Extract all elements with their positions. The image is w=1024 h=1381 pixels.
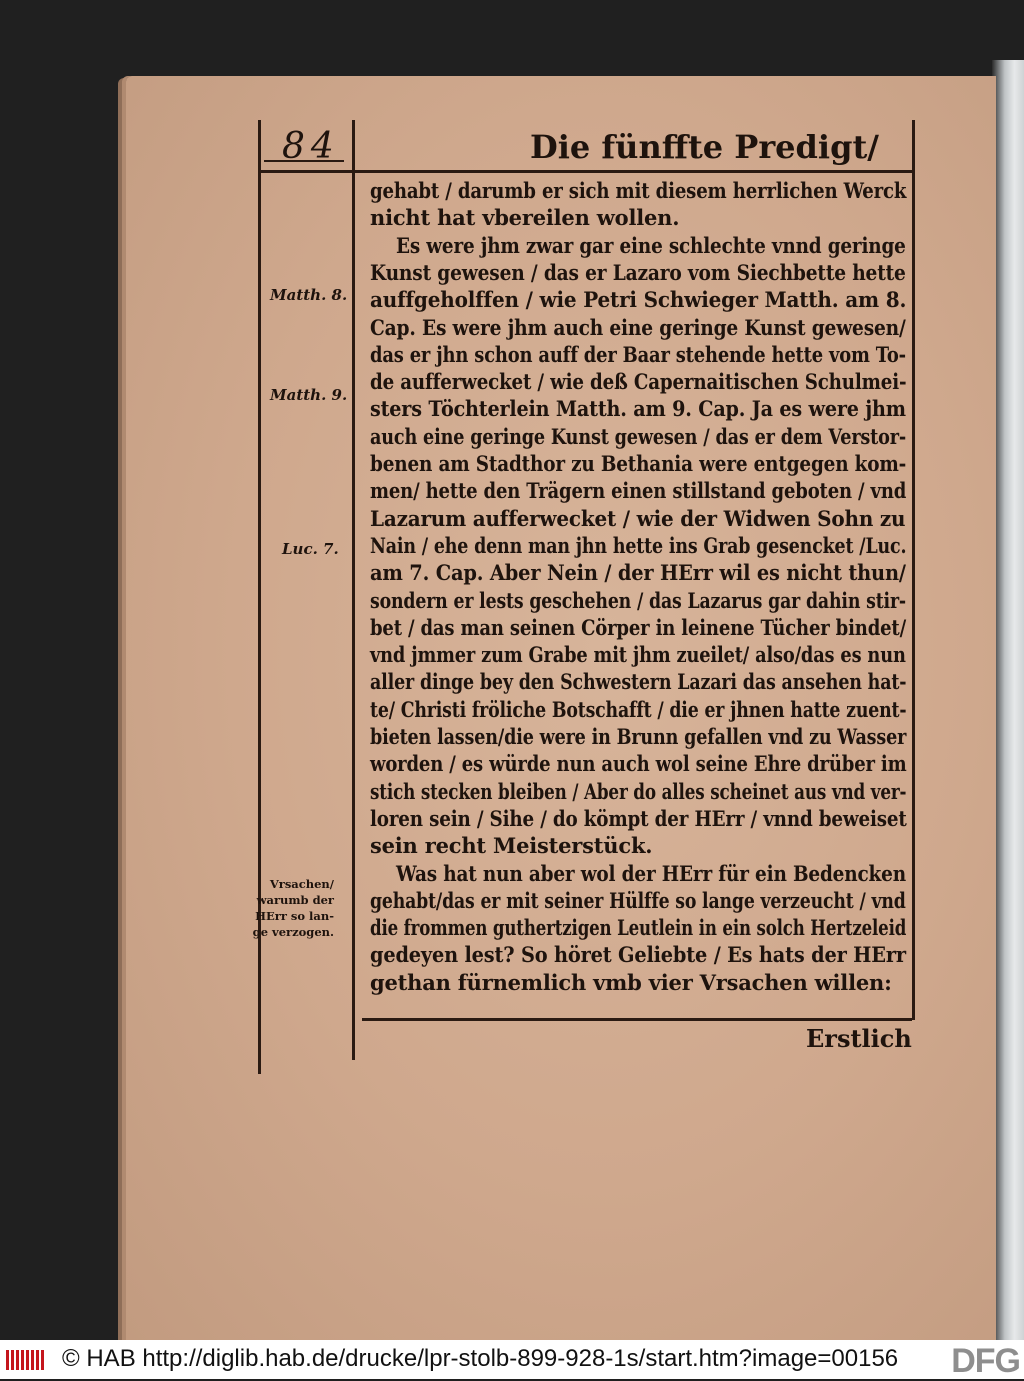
text-line: men/ hette den Trägern einen stillstand geboten / vnd [370, 478, 907, 504]
text-line: am 7. Cap. Aber Nein / der HErr wil es nicht thun/ [370, 560, 906, 586]
text-line: gehabt/das er mit seiner Hülffe so lange verzeucht / vnd [370, 887, 906, 913]
text-line: auffgeholffen / wie Petri Schwieger Matth. am 8. [370, 287, 907, 313]
text-line: auch eine geringe Kunst gewesen / das er dem Verstor- [370, 423, 907, 449]
text-line: worden / es würde nun auch wol seine Ehre drüber im [370, 751, 907, 777]
text-line: Cap. Es were jhm auch eine geringe Kunst gewesen/ [370, 314, 906, 340]
text-line: bet / das man seinen Cörper in leinene Tücher bindet/ [370, 614, 906, 640]
text-line: Kunst gewesen / das er Lazaro vom Siechbette hette [370, 259, 906, 285]
column-divider [352, 120, 355, 1060]
adjacent-page-edge [992, 60, 1024, 1340]
catchword: Erstlich [806, 1024, 912, 1053]
running-head: Die fünffte Predigt/ [530, 128, 879, 166]
text-line: sondern er lests geschehen / das Lazarus gar dahin stir- [370, 587, 906, 613]
copyright-url[interactable]: © HAB http://diglib.hab.de/drucke/lpr-stolb-899-928-1s/start.htm?image=00156 [62, 1345, 899, 1372]
text-line: te/ Christi fröliche Botschafft / die er jhnen hatte zuent- [370, 696, 907, 722]
dfg-logo: DFG [951, 1342, 1020, 1380]
margin-note-luc-7: Luc. 7. [282, 540, 339, 558]
text-line: das er jhn schon auff der Baar stehende hette vom To- [370, 341, 906, 367]
side-note-line: Vrsachen/ [269, 877, 334, 891]
text-line: sein recht Meisterstück. [370, 833, 653, 859]
bottom-rule [362, 1018, 912, 1021]
side-note-line: warumb der [256, 893, 334, 907]
library-logo-icon [6, 1348, 46, 1372]
header-rule [258, 170, 914, 173]
side-note-line: ge verzogen. [252, 925, 334, 939]
text-line: stich stecken bleiben / Aber do alles scheinet aus vnd ver- [370, 778, 907, 804]
text-line: Es were jhm zwar gar eine schlechte vnnd geringe [396, 232, 906, 258]
text-line: sters Töchterlein Matth. am 9. Cap. Ja es were jhm [370, 396, 906, 422]
text-line: gethan fürnemlich vmb vier Vrsachen willen: [370, 969, 892, 995]
text-line: aller dinge bey den Schwestern Lazari das ansehen hat- [370, 669, 907, 695]
text-line: vnd jmmer zum Grabe mit jhm zueilet/ also/das es nun [370, 642, 906, 668]
text-line: gehabt / darumb er sich mit diesem herrlichen Werck [370, 178, 907, 203]
side-note-line: HErr so lan- [255, 909, 334, 923]
text-line: loren sein / Sihe / do kömpt der HErr / vnnd beweiset [370, 805, 907, 831]
text-line: die frommen guthertzigen Leutlein in ein solch Hertzeleid [370, 915, 907, 941]
footer-bar [0, 1340, 1024, 1379]
text-line: de aufferwecket / wie deß Capernaitischen Schulmei- [370, 369, 907, 395]
text-line: nicht hat vbereilen wollen. [370, 205, 680, 231]
page-number: 84 [282, 126, 340, 167]
text-line: Nain / ehe denn man jhn hette ins Grab gesencket /Luc. [370, 532, 907, 558]
text-line: Was hat nun aber wol der HErr für ein Bedencken [396, 860, 906, 886]
margin-note-matth-8: Matth. 8. [270, 286, 348, 304]
text-line: gedeyen lest? So höret Geliebte / Es hats der HErr [370, 942, 906, 968]
text-line: bieten lassen/die were in Brunn gefallen vnd zu Wasser [370, 724, 907, 749]
right-border [912, 120, 915, 1020]
margin-note-matth-9: Matth. 9. [270, 386, 348, 404]
text-line: Lazarum aufferwecket / wie der Widwen Sohn zu [370, 505, 906, 531]
text-line: benen am Stadthor zu Bethania were entgegen kom- [370, 451, 907, 476]
